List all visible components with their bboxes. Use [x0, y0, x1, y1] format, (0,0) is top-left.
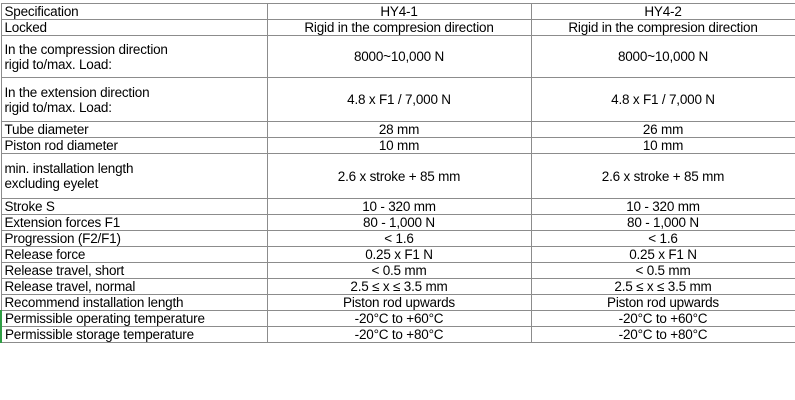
- header-specification[interactable]: Specification: [1, 4, 267, 20]
- row-label-line: rigid to/max. Load:: [4, 56, 112, 72]
- table-row: [1, 279, 795, 295]
- row-label[interactable]: [1, 279, 267, 295]
- row-value-hy4-2[interactable]: 80 - 1,000 N: [531, 215, 795, 231]
- row-value-hy4-2[interactable]: < 1.6: [531, 231, 795, 247]
- row-value-hy4-2[interactable]: -20°C to +60°C: [531, 311, 795, 327]
- row-label-line: Tube diameter: [4, 122, 89, 137]
- row-label[interactable]: [1, 215, 267, 231]
- row-label-line: Release travel, short: [4, 263, 125, 278]
- row-value-hy4-2[interactable]: 8000~10,000 N: [531, 36, 795, 78]
- row-value-hy4-1[interactable]: < 1.6: [267, 231, 531, 247]
- row-label[interactable]: [1, 20, 267, 36]
- row-label[interactable]: [1, 231, 267, 247]
- row-value-hy4-2[interactable]: 10 mm: [531, 138, 795, 154]
- row-label[interactable]: [1, 247, 267, 263]
- spec-table: [0, 3, 795, 343]
- table-row: [1, 199, 795, 215]
- row-label-line: excluding eyelet: [4, 176, 99, 191]
- row-value-hy4-2[interactable]: 2.6 x stroke + 85 mm: [531, 154, 795, 199]
- header-hy4-2[interactable]: HY4-2: [531, 4, 795, 20]
- row-value-hy4-1[interactable]: 4.8 x F1 / 7,000 N: [267, 78, 531, 122]
- row-label[interactable]: [1, 154, 267, 199]
- row-value-hy4-1[interactable]: Rigid in the compresion direction: [267, 20, 531, 36]
- table-row: [1, 154, 795, 199]
- row-label-line: min. installation length: [4, 161, 134, 176]
- row-label-line: Release travel, normal: [4, 279, 136, 294]
- table-row: [1, 263, 795, 279]
- row-value-hy4-1[interactable]: 28 mm: [267, 122, 531, 138]
- row-value-hy4-2[interactable]: < 0.5 mm: [531, 263, 795, 279]
- row-label[interactable]: [1, 122, 267, 138]
- table-row: [1, 247, 795, 263]
- row-label-line: Recommend installation length: [4, 295, 184, 310]
- row-value-hy4-2[interactable]: 10 - 320 mm: [531, 199, 795, 215]
- row-label-line: Locked: [4, 20, 47, 35]
- row-value-hy4-1[interactable]: 0.25 x F1 N: [267, 247, 531, 263]
- row-value-hy4-2[interactable]: 4.8 x F1 / 7,000 N: [531, 78, 795, 122]
- row-label[interactable]: [1, 311, 267, 327]
- row-value-hy4-2[interactable]: 26 mm: [531, 122, 795, 138]
- row-value-hy4-1[interactable]: 80 - 1,000 N: [267, 215, 531, 231]
- table-row: [1, 231, 795, 247]
- row-label-line: Progression (F2/F1): [4, 231, 121, 246]
- row-label[interactable]: [1, 295, 267, 311]
- row-value-hy4-1[interactable]: Piston rod upwards: [267, 295, 531, 311]
- row-label-line: In the extension direction: [4, 84, 150, 100]
- table-row: [1, 311, 795, 327]
- row-label-line: Stroke S: [4, 199, 55, 214]
- row-value-hy4-1[interactable]: 2.5 ≤ x ≤ 3.5 mm: [267, 279, 531, 295]
- row-value-hy4-1[interactable]: 2.6 x stroke + 85 mm: [267, 154, 531, 199]
- table-row: [1, 78, 795, 122]
- row-value-hy4-2[interactable]: Piston rod upwards: [531, 295, 795, 311]
- row-value-hy4-1[interactable]: 10 - 320 mm: [267, 199, 531, 215]
- row-label[interactable]: [1, 199, 267, 215]
- row-label[interactable]: [1, 327, 267, 343]
- row-label-line: Permissible storage temperature: [5, 327, 194, 342]
- table-header-row: [1, 4, 795, 20]
- table-row: [1, 138, 795, 154]
- row-value-hy4-2[interactable]: -20°C to +80°C: [531, 327, 795, 343]
- row-label-line: In the compression direction: [4, 41, 168, 57]
- table-row: [1, 36, 795, 78]
- row-label-line: Piston rod diameter: [4, 138, 118, 153]
- row-label[interactable]: [1, 263, 267, 279]
- row-value-hy4-2[interactable]: 2.5 ≤ x ≤ 3.5 mm: [531, 279, 795, 295]
- row-value-hy4-2[interactable]: Rigid in the compresion direction: [531, 20, 795, 36]
- row-value-hy4-1[interactable]: -20°C to +80°C: [267, 327, 531, 343]
- row-value-hy4-1[interactable]: -20°C to +60°C: [267, 311, 531, 327]
- row-label[interactable]: [1, 78, 267, 122]
- row-label-line: Permissible operating temperature: [5, 311, 205, 326]
- row-label-line: Extension forces F1: [4, 215, 121, 230]
- row-value-hy4-1[interactable]: 8000~10,000 N: [267, 36, 531, 78]
- row-label-line: Release force: [4, 247, 86, 262]
- row-value-hy4-2[interactable]: 0.25 x F1 N: [531, 247, 795, 263]
- table-row: [1, 295, 795, 311]
- table-row: [1, 20, 795, 36]
- table-row: [1, 122, 795, 138]
- row-label-line: rigid to/max. Load:: [4, 99, 112, 115]
- row-label[interactable]: [1, 36, 267, 78]
- header-hy4-1[interactable]: HY4-1: [267, 4, 531, 20]
- table-row: [1, 215, 795, 231]
- row-label[interactable]: [1, 138, 267, 154]
- row-value-hy4-1[interactable]: 10 mm: [267, 138, 531, 154]
- table-row: [1, 327, 795, 343]
- row-value-hy4-1[interactable]: < 0.5 mm: [267, 263, 531, 279]
